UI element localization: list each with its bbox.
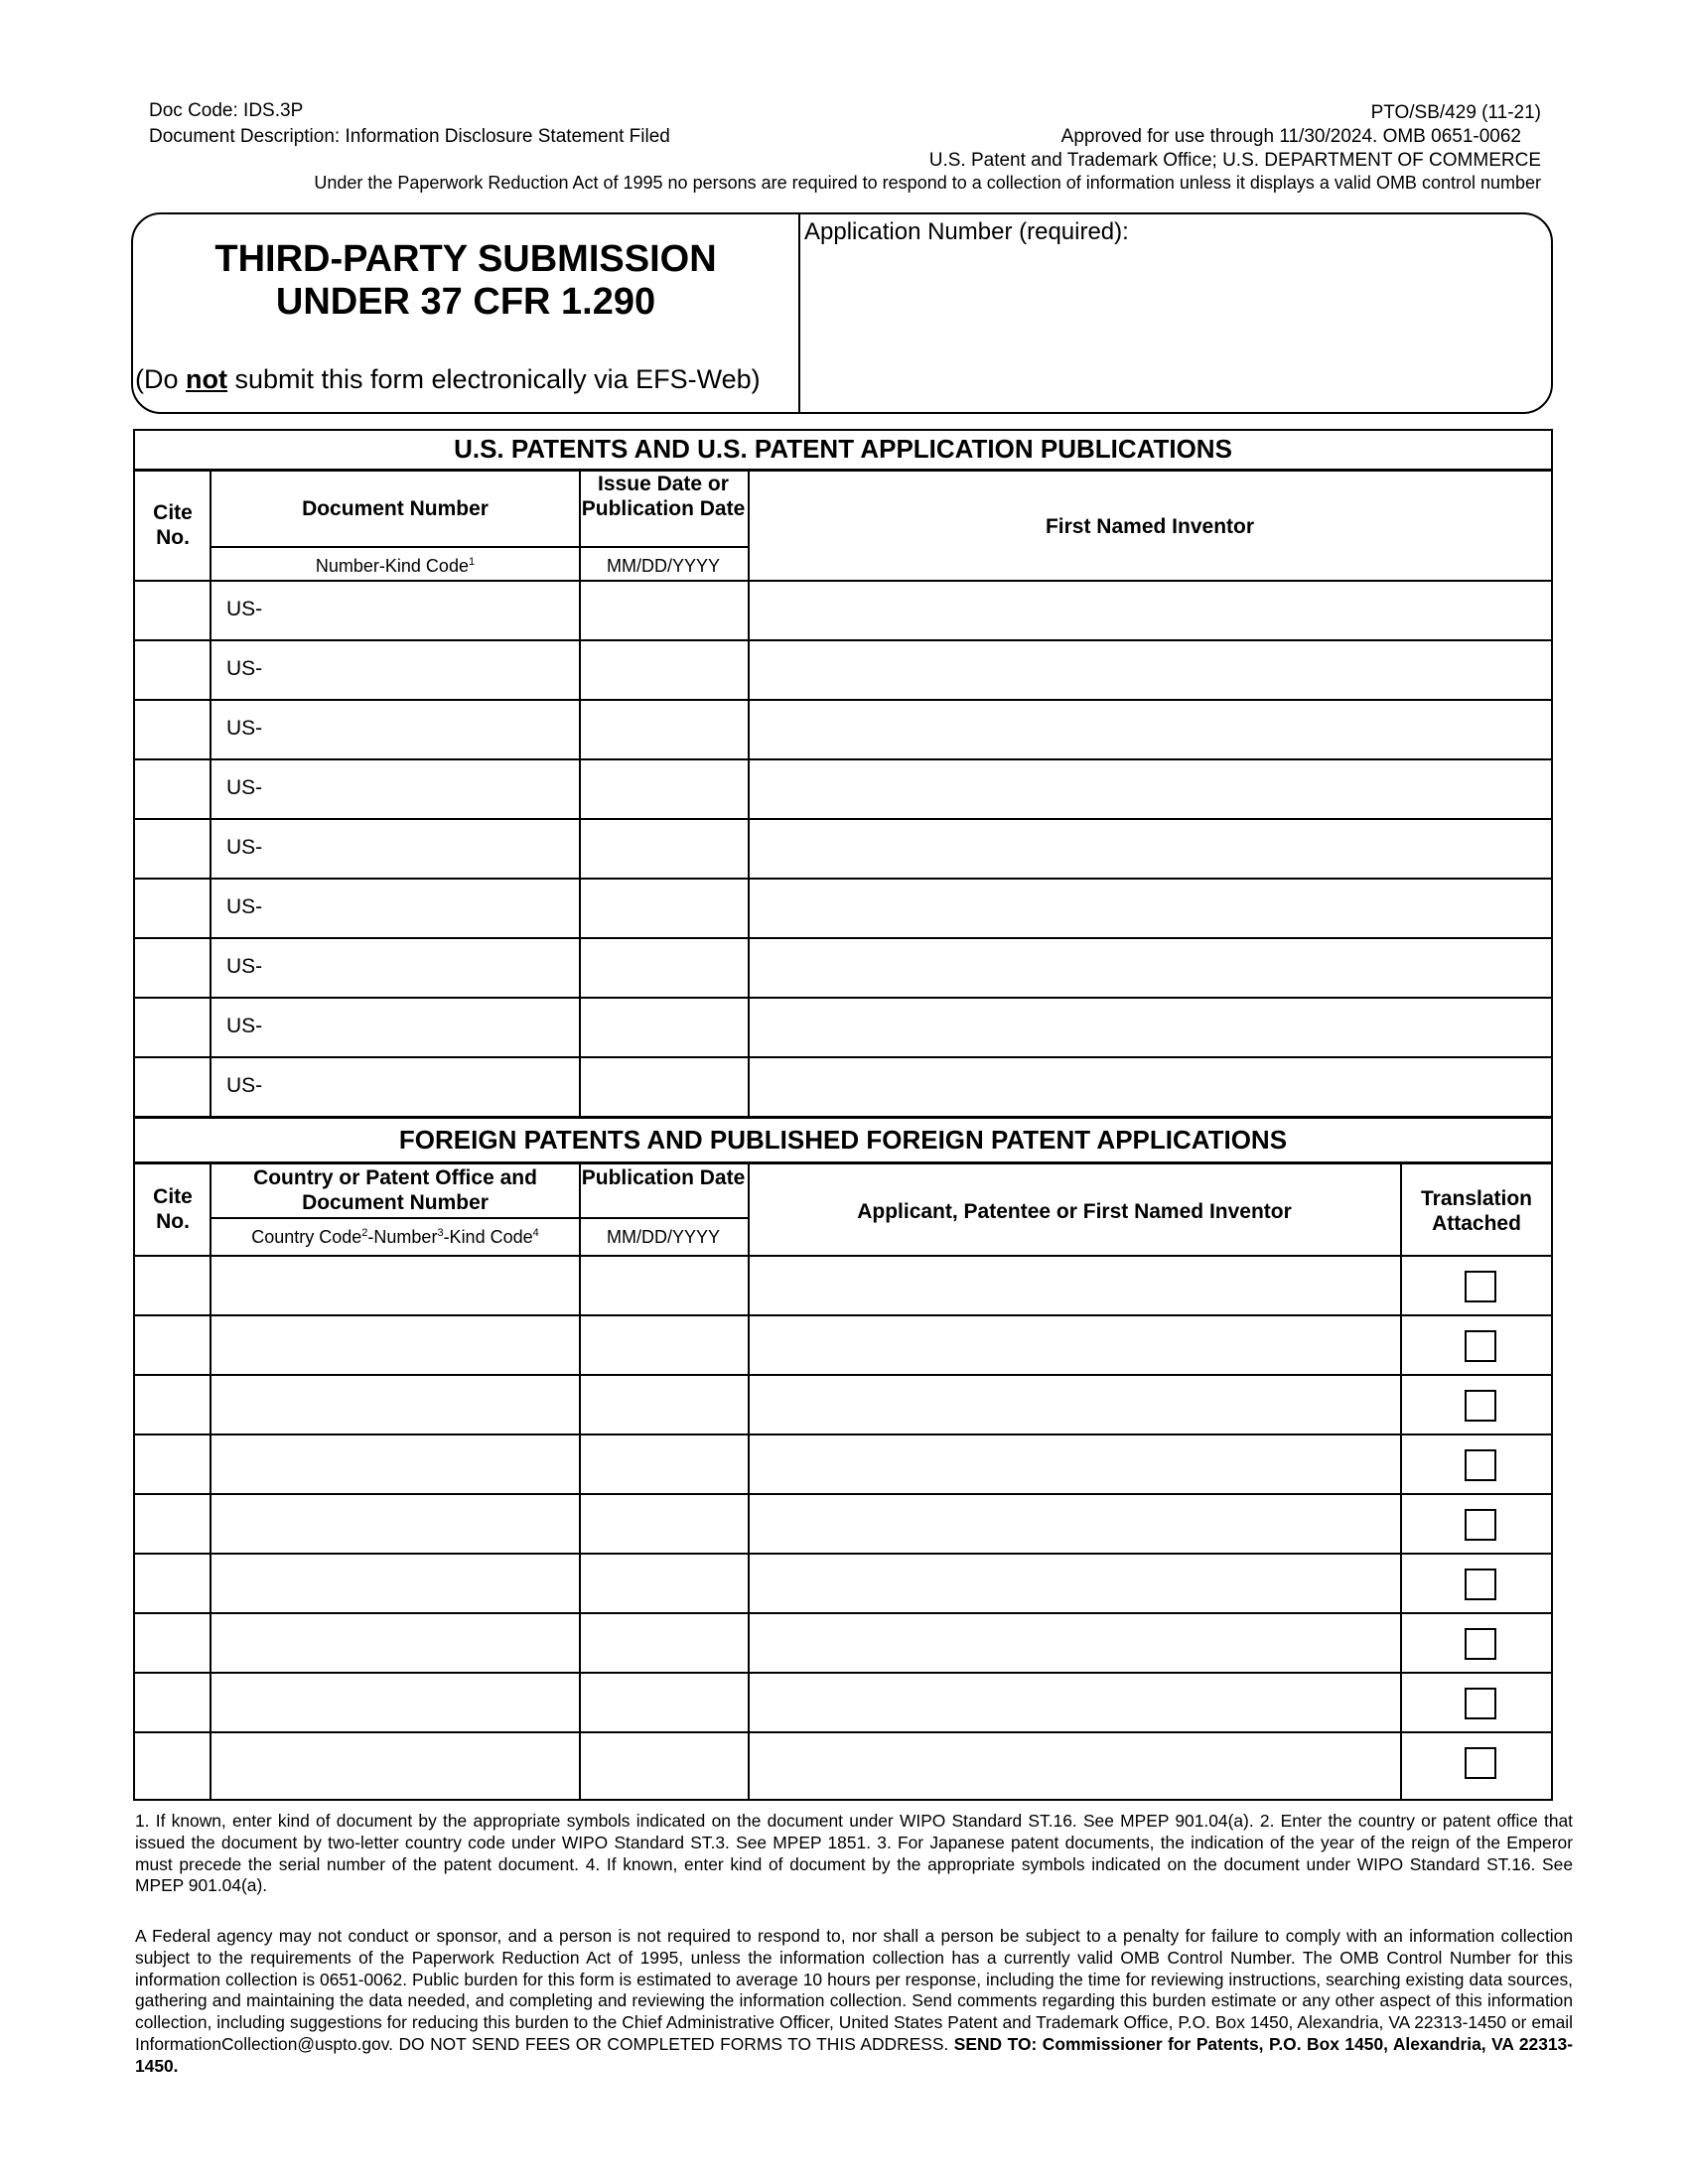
foreign-col-translation: Translation Attached [1420,1187,1533,1235]
us-col-doc-sub-sup: 1 [468,556,476,568]
translation-checkbox[interactable] [1465,1688,1496,1719]
divider [133,1161,1553,1164]
foreign-col-doc-sub [212,1227,578,1248]
foreign-col-cite: Cite No. [153,1185,193,1233]
translation-checkbox[interactable] [1465,1509,1496,1541]
efs-not: not [186,364,227,394]
divider [133,1433,1553,1435]
us-col-inventor: First Named Inventor [1045,515,1255,538]
foreign-section-heading: FOREIGN PATENTS AND PUBLISHED FOREIGN PATENT APPLICATIONS [398,1125,1288,1155]
send-to-label: SEND TO: [953,2033,1043,2054]
divider [133,1374,1553,1376]
translation-checkbox[interactable] [1465,1271,1496,1302]
doc-description: Document Description: Information Disclosure Statement Filed [149,126,670,147]
divider [133,639,1553,641]
divider [1400,1162,1402,1799]
divider [133,818,1553,820]
translation-checkbox[interactable] [1465,1330,1496,1362]
us-row-prefix: US- [226,717,263,740]
divider [133,1116,1553,1119]
foreign-sub-kind: -Kind Code [443,1227,533,1247]
foreign-col-date-sub: MM/DD/YYYY [606,1227,720,1247]
foreign-sub-sup3: 4 [532,1227,539,1239]
divider [579,470,581,1117]
foreign-sub-sup2: 3 [437,1227,444,1239]
divider [133,997,1553,999]
application-number-input[interactable] [806,254,1541,403]
foreign-col-date: Publication Date [581,1166,746,1189]
us-col-doc-sub [212,556,578,577]
main-table [133,429,1553,1801]
divider [133,1056,1553,1058]
application-number-label: Application Number (required): [804,218,1129,245]
foreign-sub-sup1: 2 [361,1227,368,1239]
form-id: PTO/SB/429 (11-21) [1370,102,1541,123]
divider [133,1672,1553,1674]
divider [133,1493,1553,1495]
divider [133,878,1553,880]
us-row-prefix: US- [226,776,263,799]
divider [133,469,1553,472]
paperwork-notice: Under the Paperwork Reduction Act of 1995 no persons are required to respond to a collection of information unless it displays a valid OMB control number [314,173,1541,193]
us-row-prefix: US- [226,1074,263,1097]
doc-code: Doc Code: IDS.3P [149,100,304,121]
us-row-prefix: US- [226,895,263,918]
divider [211,1217,748,1219]
us-row-prefix: US- [226,955,263,978]
us-row-prefix: US- [226,1015,263,1037]
translation-checkbox[interactable] [1465,1628,1496,1660]
us-row-prefix: US- [226,657,263,680]
divider [210,1162,211,1799]
form-title [133,238,798,324]
footnotes: 1. If known, enter kind of document by the appropriate symbols indicated on the document under WIPO Standard ST.16. See MPEP 901.04(a). 2. Enter the country or patent office that issued the document by two-letter country code under WIPO Standard ST.3. See MPEP 1851. 3. For Japanese patent documents, the indication of the year of the reign of the Emperor must precede the serial number of the patent document. 4. If known, enter kind of document by the appropriate symbols indicated on the document under WIPO Standard ST.16. See MPEP 901.04(a). [135,1811,1573,1896]
divider [748,1162,750,1799]
divider [748,470,750,1117]
send-to-address: Commissioner for Patents, P.O. Box 1450, Alexandria, VA 22313-1450. [135,2033,1573,2076]
divider [133,937,1553,939]
form-title-line2: UNDER 37 CFR 1.290 [275,281,656,323]
us-col-doc: Document Number [302,497,489,520]
divider [133,1731,1553,1733]
burden-text: A Federal agency may not conduct or sponsor, and a person is not required to respond to, nor shall a person be subject to a penalty for failure to comply with an information collection subject to the requirements of the Paperwork Reduction Act of 1995, unless the information collection has a currently valid OMB Control Number. The OMB Control Number for this information collection is 0651-0062. Public burden for this form is estimated to average 10 hours per response, including the time for reviewing instructions, searching existing data sources, gathering and maintaining the data needed, and completing and reviewing the information collection. Send comments regarding this burden estimate or any other aspect of this information collection, including suggestions for reducing this burden to the Chief Administrative Officer, United States Patent and Trademark Office, P.O. Box 1450, Alexandria, VA 22313-1450 or email InformationCollection@uspto.gov. DO NOT SEND FEES OR COMPLETED FORMS TO THIS ADDRESS. [135,1926,1573,2054]
divider [579,1162,581,1799]
form-title-line1: THIRD-PARTY SUBMISSION [214,238,717,280]
foreign-sub-number: -Number [367,1227,438,1247]
us-col-cite: Cite No. [153,501,193,549]
efs-suffix: submit this form electronically via EFS-Web) [227,364,761,394]
foreign-col-doc: Country or Patent Office and Document Number [253,1166,537,1214]
divider [210,470,211,1117]
efs-notice [135,364,800,395]
translation-checkbox[interactable] [1465,1390,1496,1422]
efs-prefix: (Do [135,364,187,394]
us-col-doc-sub-text: Number-Kind Code [315,556,469,576]
foreign-sub-country: Country Code [251,1227,362,1247]
divider [133,1612,1553,1614]
approval-line: Approved for use through 11/30/2024. OMB 0651-0062 [1060,126,1521,147]
divider [133,1255,1553,1257]
us-col-date-sub: MM/DD/YYYY [606,556,720,576]
divider [133,758,1553,760]
us-row-prefix: US- [226,598,263,620]
foreign-col-applicant: Applicant, Patentee or First Named Inventor [857,1200,1292,1223]
divider [133,580,1553,582]
divider [211,546,748,548]
divider [133,1553,1553,1555]
divider [133,1314,1553,1316]
burden-statement [135,1926,1573,2078]
translation-checkbox[interactable] [1465,1449,1496,1481]
agency-line: U.S. Patent and Trademark Office; U.S. DEPARTMENT OF COMMERCE [928,150,1541,171]
us-section-heading: U.S. PATENTS AND U.S. PATENT APPLICATION PUBLICATIONS [454,434,1232,464]
us-row-prefix: US- [226,836,263,859]
us-col-date: Issue Date or Publication Date [581,473,746,520]
translation-checkbox[interactable] [1465,1569,1496,1600]
divider [133,699,1553,701]
translation-checkbox[interactable] [1465,1747,1496,1779]
